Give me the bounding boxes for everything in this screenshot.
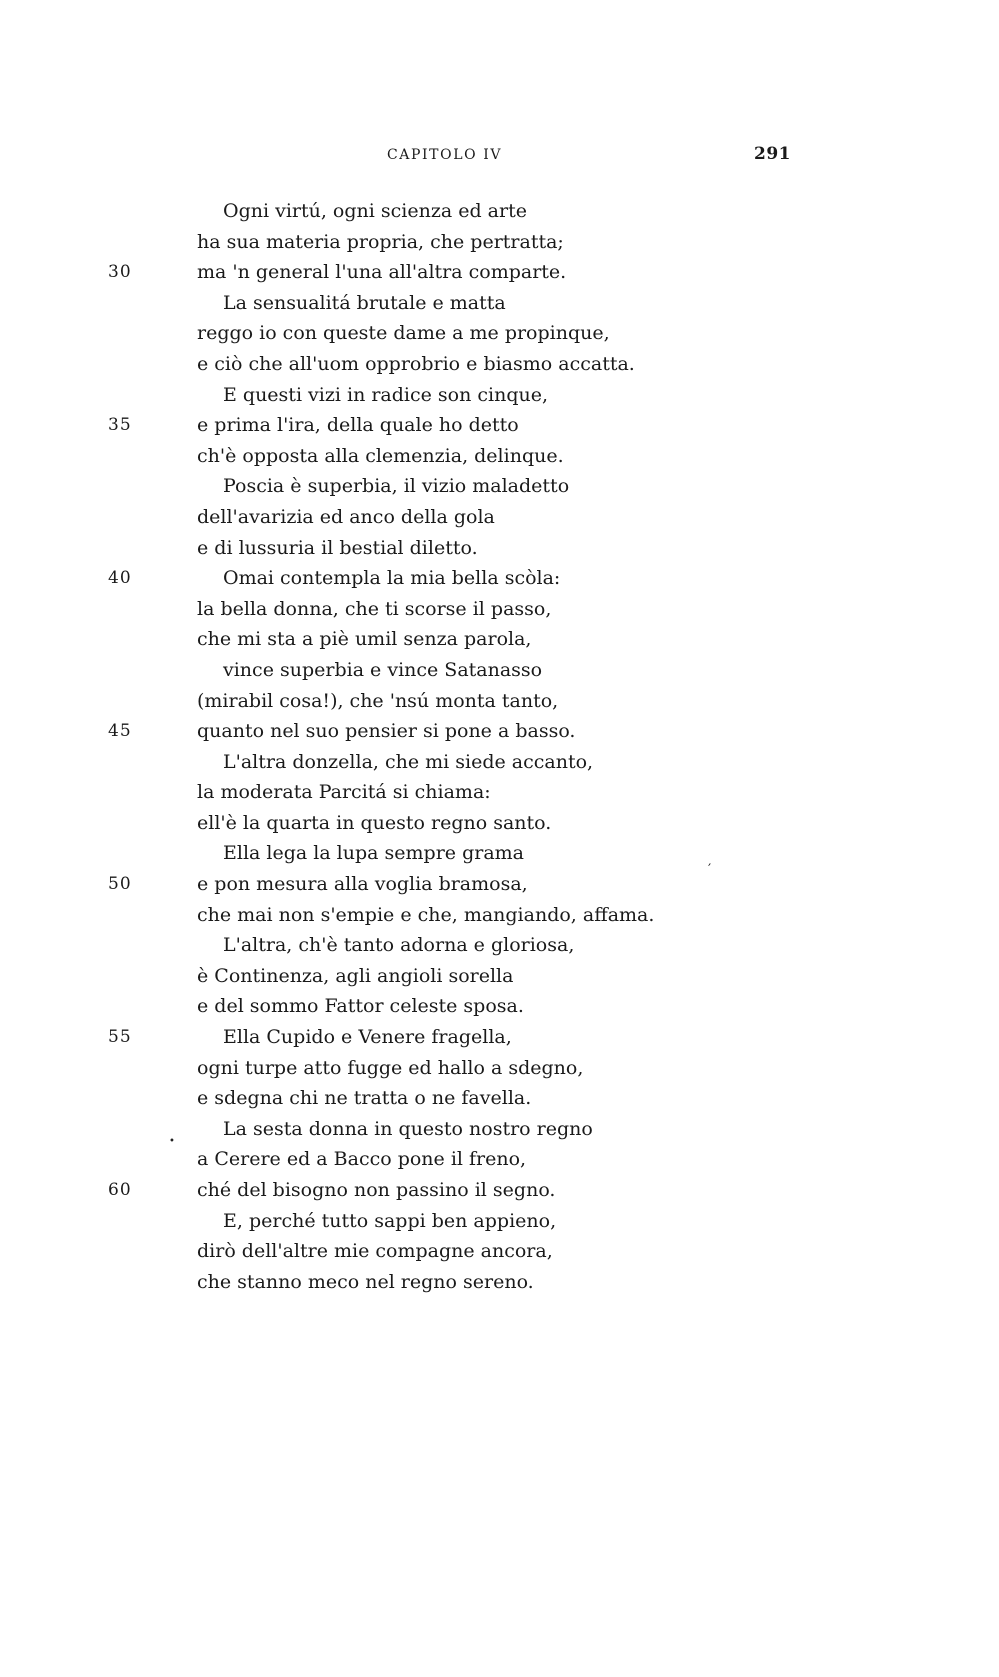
verse-line bbox=[197, 1083, 654, 1114]
verse-text: che mai non s'empie e che, mangiando, affama. bbox=[197, 903, 655, 926]
verse-text: ha sua materia propria, che pertratta; bbox=[197, 230, 564, 253]
verse-line bbox=[197, 227, 654, 258]
verse-text: reggo io con queste dame a me propinque, bbox=[197, 322, 610, 345]
verse-text: dirò dell'altre mie compagne ancora, bbox=[197, 1240, 553, 1263]
verse-text: e di lussuria il bestial diletto. bbox=[197, 536, 478, 559]
stray-dot: • bbox=[169, 1136, 175, 1147]
verse-line bbox=[197, 288, 654, 319]
verse-text: che mi sta a piè umil senza parola, bbox=[197, 628, 532, 651]
line-number: 45 bbox=[108, 721, 132, 742]
verse-text: E, perché tutto sappi ben appieno, bbox=[223, 1209, 557, 1232]
verse-line bbox=[197, 196, 654, 227]
verse-line bbox=[197, 777, 654, 808]
verse-line bbox=[197, 380, 654, 411]
verse-line bbox=[197, 808, 654, 839]
verse-line bbox=[197, 1144, 654, 1175]
verse-line bbox=[197, 1236, 654, 1267]
line-number: 35 bbox=[108, 415, 132, 436]
line-number: 50 bbox=[108, 874, 132, 895]
verse-text: e prima l'ira, della quale ho detto bbox=[197, 414, 519, 437]
verse-line bbox=[197, 991, 654, 1022]
verse-text: La sesta donna in questo nostro regno bbox=[223, 1117, 593, 1140]
verse-line bbox=[197, 655, 654, 686]
line-number: 55 bbox=[108, 1027, 132, 1048]
verse-line bbox=[108, 563, 654, 594]
verse-line bbox=[108, 1022, 654, 1053]
verse-line bbox=[197, 1053, 654, 1084]
verse-line bbox=[108, 716, 654, 747]
line-number: 60 bbox=[108, 1180, 132, 1200]
verse-line bbox=[108, 869, 654, 900]
verse-text: ma 'n general l'una all'altra comparte. bbox=[197, 261, 567, 284]
verse-text: Omai contempla la mia bella scòla: bbox=[223, 567, 561, 590]
verse-line bbox=[197, 318, 654, 349]
verse-text: quanto nel suo pensier si pone a basso. bbox=[197, 720, 576, 743]
verse-line bbox=[197, 838, 654, 869]
verse-line bbox=[197, 502, 654, 533]
page-number: 291 bbox=[754, 144, 791, 164]
verse-text: e del sommo Fattor celeste sposa. bbox=[197, 995, 524, 1018]
verse-line bbox=[197, 1206, 654, 1237]
verse-line bbox=[108, 1175, 654, 1206]
verse-text: (mirabil cosa!), che 'nsú monta tanto, bbox=[197, 689, 559, 712]
verse-text: La sensualitá brutale e matta bbox=[223, 291, 506, 314]
verse-line bbox=[197, 961, 654, 992]
verse-text: Ella Cupido e Venere fragella, bbox=[223, 1026, 512, 1049]
verse-line bbox=[197, 747, 654, 778]
running-head-title: CAPITOLO IV bbox=[387, 147, 503, 163]
verse-line bbox=[197, 594, 654, 625]
verse-text: ché del bisogno non passino il segno. bbox=[197, 1179, 556, 1201]
verse-line bbox=[197, 533, 654, 564]
verse-line bbox=[197, 349, 654, 380]
stray-mark: ′ bbox=[708, 862, 712, 878]
verse-block bbox=[108, 196, 655, 1297]
verse-line bbox=[108, 257, 654, 288]
verse-text: Poscia è superbia, il vizio maladetto bbox=[223, 475, 570, 498]
verse-line bbox=[197, 624, 654, 655]
verse-text: è Continenza, agli angioli sorella bbox=[197, 964, 514, 987]
verse-text: e ciò che all'uom opprobrio e biasmo accatta. bbox=[197, 352, 635, 375]
verse-text: che stanno meco nel regno sereno. bbox=[197, 1270, 534, 1293]
line-number: 40 bbox=[108, 568, 132, 589]
verse-line bbox=[197, 930, 654, 961]
verse-line bbox=[197, 900, 654, 931]
verse-line bbox=[197, 1114, 654, 1145]
verse-text: L'altra, ch'è tanto adorna e gloriosa, bbox=[223, 934, 575, 957]
verse-text: la bella donna, che ti scorse il passo, bbox=[197, 597, 552, 620]
verse-line bbox=[197, 441, 654, 472]
verse-text: E questi vizi in radice son cinque, bbox=[223, 383, 549, 406]
verse-text: ogni turpe atto fugge ed hallo a sdegno, bbox=[197, 1056, 584, 1079]
verse-text: vince superbia e vince Satanasso bbox=[223, 658, 543, 681]
verse-line bbox=[197, 1267, 654, 1298]
verse-text: e pon mesura alla voglia bramosa, bbox=[197, 873, 528, 896]
verse-line bbox=[197, 471, 654, 502]
verse-text: la moderata Parcitá si chiama: bbox=[197, 781, 491, 804]
verse-text: dell'avarizia ed anco della gola bbox=[197, 505, 495, 528]
verse-text: Ogni virtú, ogni scienza ed arte bbox=[223, 200, 527, 222]
verse-text: L'altra donzella, che mi siede accanto, bbox=[223, 750, 594, 773]
verse-text: ch'è opposta alla clemenzia, delinque. bbox=[197, 444, 564, 467]
verse-line bbox=[108, 410, 654, 441]
verse-line bbox=[197, 686, 654, 717]
line-number: 30 bbox=[108, 262, 132, 283]
verse-text: e sdegna chi ne tratta o ne favella. bbox=[197, 1087, 532, 1110]
verse-text: a Cerere ed a Bacco pone il freno, bbox=[197, 1148, 527, 1171]
verse-text: ell'è la quarta in questo regno santo. bbox=[197, 811, 552, 834]
verse-text: Ella lega la lupa sempre grama bbox=[223, 842, 524, 865]
